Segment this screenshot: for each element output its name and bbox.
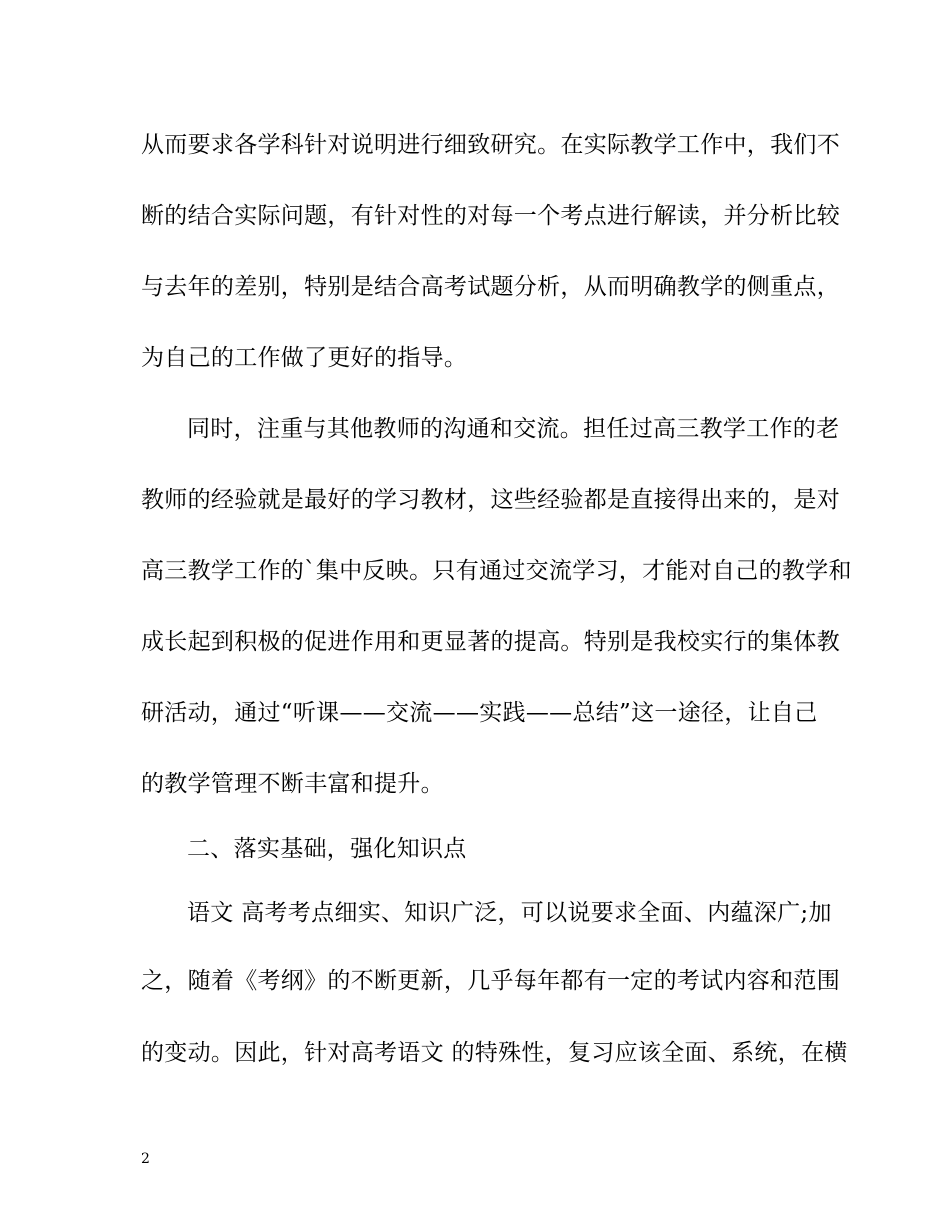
paragraph-line: 的教学管理不断丰富和提升。	[141, 771, 444, 797]
paragraph-line: 高三教学工作的`集中反映。只有通过交流学习，才能对自己的教学和	[141, 558, 852, 584]
paragraph-line: 的变动。因此，针对高考语文 的特殊性，复习应该全面、系统，在横	[141, 1040, 848, 1066]
paragraph-line: 与去年的差别，特别是结合高考试题分析，从而明确教学的侧重点，	[141, 274, 840, 300]
paragraph-line: 断的结合实际问题，有针对性的对每一个考点进行解读，并分析比较	[141, 203, 840, 229]
paragraph-line: 研活动，通过“听课——交流——实践——总结”这一途径，让自己	[141, 700, 818, 726]
paragraph-line: 成长起到积极的促进作用和更显著的提高。特别是我校实行的集体教	[141, 629, 840, 655]
paragraph-line: 从而要求各学科针对说明进行细致研究。在实际教学工作中，我们不	[141, 132, 840, 158]
paragraph-line: 语文 高考考点细实、知识广泛，可以说要求全面、内蕴深广;加	[187, 900, 832, 926]
paragraph-line: 同时，注重与其他教师的沟通和交流。担任过高三教学工作的老	[187, 416, 840, 442]
page-number: 2	[141, 1151, 150, 1167]
paragraph-line: 之，随着《考纲》的不断更新，几乎每年都有一定的考试内容和范围	[141, 968, 840, 994]
paragraph-line: 教师的经验就是最好的学习教材，这些经验都是直接得出来的，是对	[141, 487, 840, 513]
section-heading: 二、落实基础，强化知识点	[187, 836, 467, 862]
paragraph-line: 为自己的工作做了更好的指导。	[141, 345, 468, 371]
